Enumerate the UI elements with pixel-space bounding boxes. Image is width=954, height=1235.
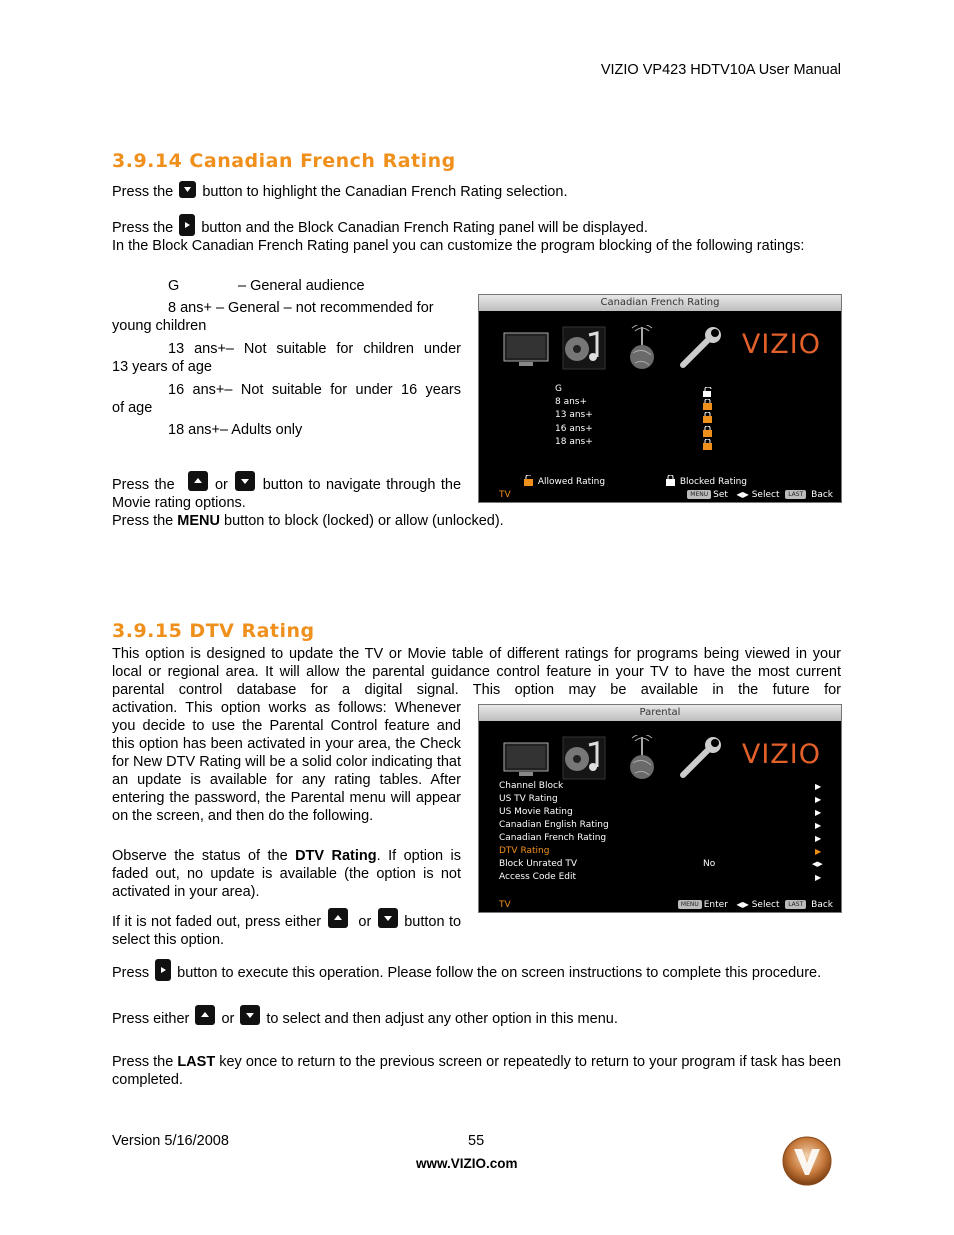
up-button-icon (188, 471, 208, 491)
right-arrow-icon: ▶ (815, 795, 822, 804)
paragraph: In the Block Canadian French Rating panel you can customize the program blocking of the following ratings: (112, 238, 805, 254)
paragraph: This option is designed to update the TV or Movie table of different ratings for programs being viewed in your local or regional area. It will allow the parental guidance control feature in your TV to have the most current parental control database for a digital signal. This option may be available in the future for (112, 646, 841, 698)
down-button-icon (179, 181, 196, 198)
blocked-legend: Blocked Rating (665, 475, 747, 487)
paragraph: Press the LAST key once to return to the previous screen or repeatedly to return to your program if task has been completed. (112, 1054, 842, 1088)
menu-item-dtv-rating[interactable]: DTV Rating (499, 846, 550, 856)
lock-icon (702, 438, 714, 454)
tv-icon (501, 735, 551, 781)
menu-item-us-movie-rating[interactable]: US Movie Rating (499, 807, 573, 817)
vizio-logo: VIZIO (741, 329, 821, 360)
music-icon (559, 325, 609, 371)
last-key-icon: LAST (785, 900, 806, 909)
up-button-icon (195, 1005, 215, 1025)
paragraph: Press the button and the Block Canadian French Rating panel will be displayed. (112, 214, 841, 237)
tv-icon (501, 325, 551, 371)
menu-key-icon: MENU (678, 900, 702, 909)
paragraph: Press button to execute this operation. Please follow the on screen instructions to complete this procedure. (112, 959, 841, 982)
menu-key-icon: MENU (687, 490, 711, 499)
menu-item-channel-block[interactable]: Channel Block (499, 781, 564, 791)
input-label: TV (499, 490, 511, 500)
rating-16ans: 16 ans+– Not suitable for under 16 years of age (112, 382, 461, 416)
right-button-icon (179, 214, 195, 236)
section-heading-dtv-rating: 3.9.15 DTV Rating (112, 620, 315, 642)
section-heading-canadian-french: 3.9.14 Canadian French Rating (112, 150, 456, 172)
page-number: 55 (468, 1133, 485, 1149)
music-icon (559, 735, 609, 781)
wrench-icon (675, 735, 725, 781)
last-key-icon: LAST (785, 490, 806, 499)
vizio-v-logo-icon (780, 1133, 834, 1187)
paragraph: activation. This option works as follows: Whenever you decide to use the Parental Control feature and this option has been activated in your area, the Check for New DTV Rating will be a solid color indicating that an update is available for any rating tables. After entering the password, the Parental menu will appear on the screen, and then do the following. (112, 700, 461, 824)
screen-title: Canadian French Rating (479, 295, 841, 311)
rating-item[interactable]: 8 ans+ (555, 397, 588, 407)
right-arrow-icon: ▶ (815, 847, 822, 856)
menu-item-canadian-french-rating[interactable]: Canadian French Rating (499, 833, 607, 843)
paragraph: Press the button to highlight the Canadian French Rating selection. (112, 181, 841, 201)
right-arrow-icon: ▶ (815, 873, 822, 882)
manual-title: VIZIO VP423 HDTV10A User Manual (600, 62, 841, 78)
paragraph: Press either or to select and then adjust any other option in this menu. (112, 1005, 841, 1028)
rating-g: G – General audience (168, 278, 365, 294)
left-right-arrows-icon: ◀▶ (812, 860, 823, 868)
rating-13ans: 13 ans+– Not suitable for children under 13 years of age (112, 341, 461, 375)
version-label: Version 5/16/2008 (112, 1133, 229, 1149)
rating-18ans: 18 ans+– Adults only (168, 422, 303, 438)
rating-item[interactable]: 16 ans+ (555, 424, 593, 434)
tv-screen-parental (478, 704, 842, 913)
unrated-value: No (703, 859, 716, 869)
down-button-icon (378, 908, 398, 928)
right-arrow-icon: ▶ (815, 834, 822, 843)
right-arrow-icon: ▶ (815, 808, 822, 817)
left-right-arrows-icon: ◀▶ (736, 490, 749, 499)
rating-8ans: 8 ans+ – General – not recommended for young children (112, 300, 434, 334)
down-button-icon (240, 1005, 260, 1025)
right-arrow-icon: ▶ (815, 821, 822, 830)
rating-item[interactable]: 13 ans+ (555, 410, 593, 420)
menu-item-access-code-edit[interactable]: Access Code Edit (499, 872, 577, 882)
screen-footer: MENU Set ◀▶ Select LAST Back (687, 490, 833, 500)
paragraph: Observe the status of the DTV Rating. If option is faded out, no update is available (the option is not activated in your area). (112, 848, 461, 900)
paragraph: Press the or button to navigate through the Movie rating options. (112, 471, 461, 512)
menu-item-block-unrated-tv[interactable]: Block Unrated TV (499, 859, 578, 869)
right-button-icon (155, 959, 171, 981)
paragraph: If it is not faded out, press either or button to select this option. (112, 908, 461, 949)
menu-item-us-tv-rating[interactable]: US TV Rating (499, 794, 558, 804)
menu-item-canadian-english-rating[interactable]: Canadian English Rating (499, 820, 609, 830)
antenna-globe-icon (617, 735, 667, 781)
allowed-legend: Allowed Rating (523, 475, 605, 487)
antenna-globe-icon (617, 325, 667, 371)
website-link[interactable]: www.VIZIO.com (416, 1156, 518, 1171)
wrench-icon (675, 325, 725, 371)
rating-item[interactable]: 18 ans+ (555, 437, 593, 447)
rating-item[interactable]: G (555, 384, 562, 394)
vizio-logo: VIZIO (741, 739, 821, 770)
paragraph: Press the MENU button to block (locked) or allow (unlocked). (112, 513, 504, 529)
down-button-icon (235, 471, 255, 491)
right-arrow-icon: ▶ (815, 782, 822, 791)
screen-title: Parental (479, 705, 841, 721)
input-label: TV (499, 900, 511, 910)
left-right-arrows-icon: ◀▶ (736, 900, 749, 909)
tv-screen-canadian-french-rating (478, 294, 842, 503)
screen-footer: MENU Enter ◀▶ Select LAST Back (678, 900, 833, 910)
up-button-icon (328, 908, 348, 928)
